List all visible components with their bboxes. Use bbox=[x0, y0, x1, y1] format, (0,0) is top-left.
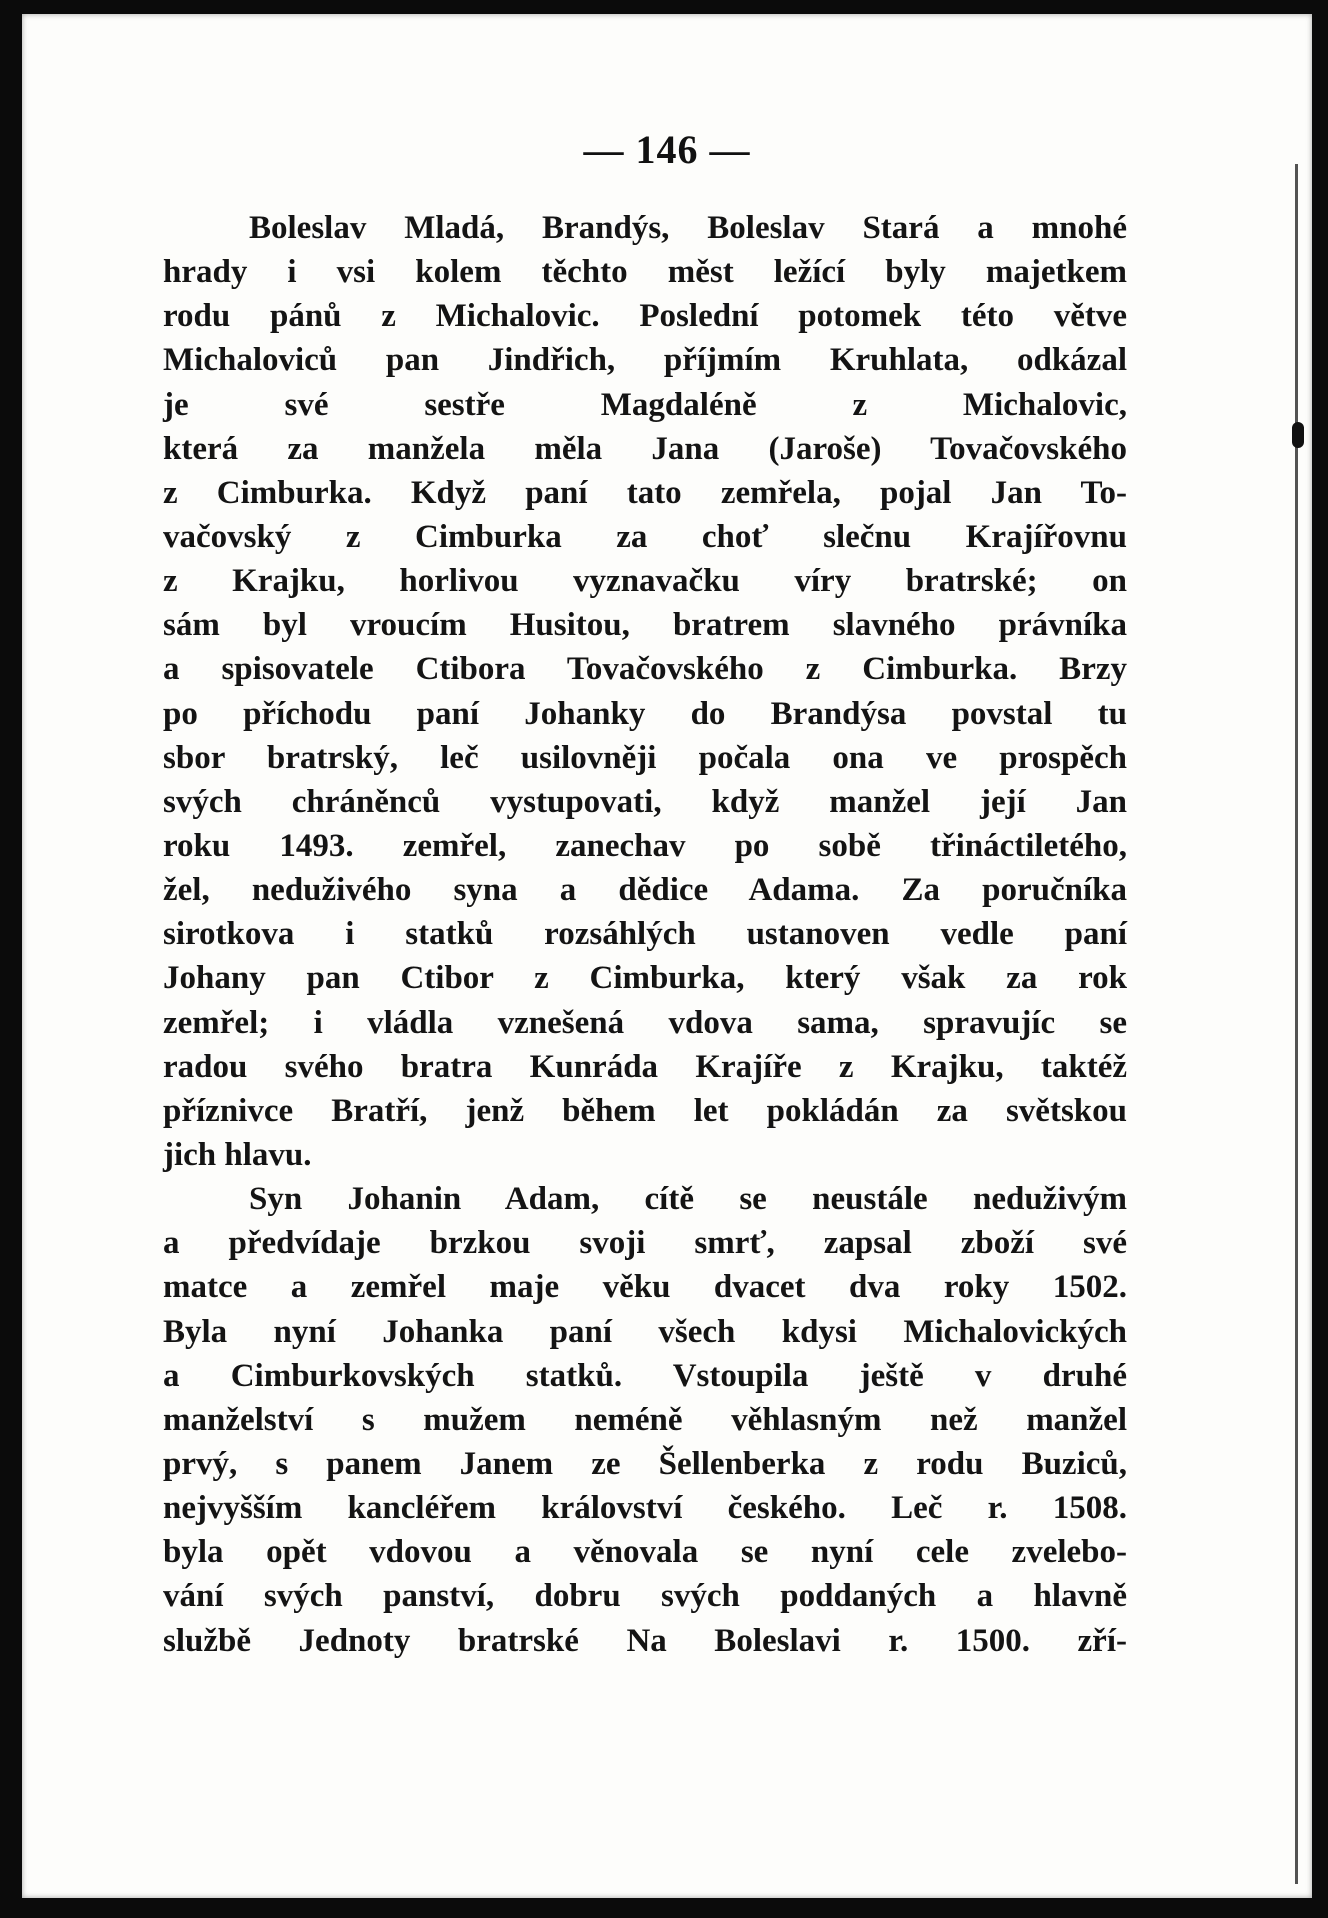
text-line: prvý, s panem Janem ze Šellenberka z rodu Buziců, bbox=[163, 1445, 1127, 1482]
text-line: hrady i vsi kolem těchto měst ležící byly majetkem bbox=[163, 254, 1127, 291]
text-line: rodu pánů z Michalovic. Poslední potomek této větve bbox=[163, 298, 1127, 335]
text-line: sám byl vroucím Husitou, bratrem slavného právníka bbox=[163, 607, 1127, 644]
text-line: příznivce Bratří, jenž během let pokládán za světskou bbox=[163, 1092, 1127, 1129]
body-text bbox=[163, 206, 1127, 1663]
text-line: sbor bratrský, leč usilovněji počala ona ve prospěch bbox=[163, 739, 1127, 776]
text-line: manželství s mužem neméně věhlasným než manžel bbox=[163, 1401, 1127, 1438]
ink-blot bbox=[1292, 422, 1304, 448]
text-line: a předvídaje brzkou svoji smrť, zapsal zboží své bbox=[163, 1225, 1127, 1262]
text-line: po příchodu paní Johanky do Brandýsa povstal tu bbox=[163, 695, 1127, 732]
text-line: službě Jednoty bratrské Na Boleslavi r. 1500. zří- bbox=[163, 1622, 1127, 1659]
text-line: Johany pan Ctibor z Cimburka, který však za rok bbox=[163, 960, 1127, 997]
text-line: svých chráněnců vystupovati, když manžel její Jan bbox=[163, 783, 1127, 820]
text-line: jich hlavu. bbox=[163, 1136, 312, 1173]
text-line: sirotkova i statků rozsáhlých ustanoven vedle paní bbox=[163, 916, 1127, 953]
text-line: z Cimburka. Když paní tato zemřela, pojal Jan To- bbox=[163, 474, 1127, 511]
text-line: zemřel; i vládla vznešená vdova sama, spravujíc se bbox=[163, 1004, 1127, 1041]
text-line: která za manžela měla Jana (Jaroše) Tovačovského bbox=[163, 430, 1127, 467]
text-line: z Krajku, horlivou vyznavačku víry bratrské; on bbox=[163, 563, 1127, 600]
text-line: je své sestře Magdaléně z Michalovic, bbox=[163, 386, 1127, 423]
text-line: radou svého bratra Kunráda Krajíře z Krajku, taktéž bbox=[163, 1048, 1127, 1085]
text-line: vání svých panství, dobru svých poddaných a hlavně bbox=[163, 1578, 1127, 1615]
text-line: byla opět vdovou a věnovala se nyní cele zvelebo- bbox=[163, 1534, 1127, 1571]
text-line: žel, neduživého syna a dědice Adama. Za poručníka bbox=[163, 872, 1127, 909]
text-line: a spisovatele Ctibora Tovačovského z Cimburka. Brzy bbox=[163, 651, 1127, 688]
text-line: vačovský z Cimburka za choť slečnu Krajířovnu bbox=[163, 518, 1127, 555]
text-line: matce a zemřel maje věku dvacet dva roky 1502. bbox=[163, 1269, 1127, 1306]
text-line: roku 1493. zemřel, zanechav po sobě třináctiletého, bbox=[163, 827, 1127, 864]
text-line: Michaloviců pan Jindřich, příjmím Kruhlata, odkázal bbox=[163, 342, 1127, 379]
text-line: Syn Johanin Adam, cítě se neustále neduživým bbox=[249, 1181, 1127, 1218]
text-line: a Cimburkovských statků. Vstoupila ještě v druhé bbox=[163, 1357, 1127, 1394]
page-number: — 146 — bbox=[583, 127, 751, 172]
text-line: Boleslav Mladá, Brandýs, Boleslav Stará a mnohé bbox=[249, 210, 1127, 246]
text-line: nejvyšším kancléřem království českého. Leč r. 1508. bbox=[163, 1490, 1127, 1527]
text-line: Byla nyní Johanka paní všech kdysi Michalovických bbox=[163, 1313, 1127, 1350]
